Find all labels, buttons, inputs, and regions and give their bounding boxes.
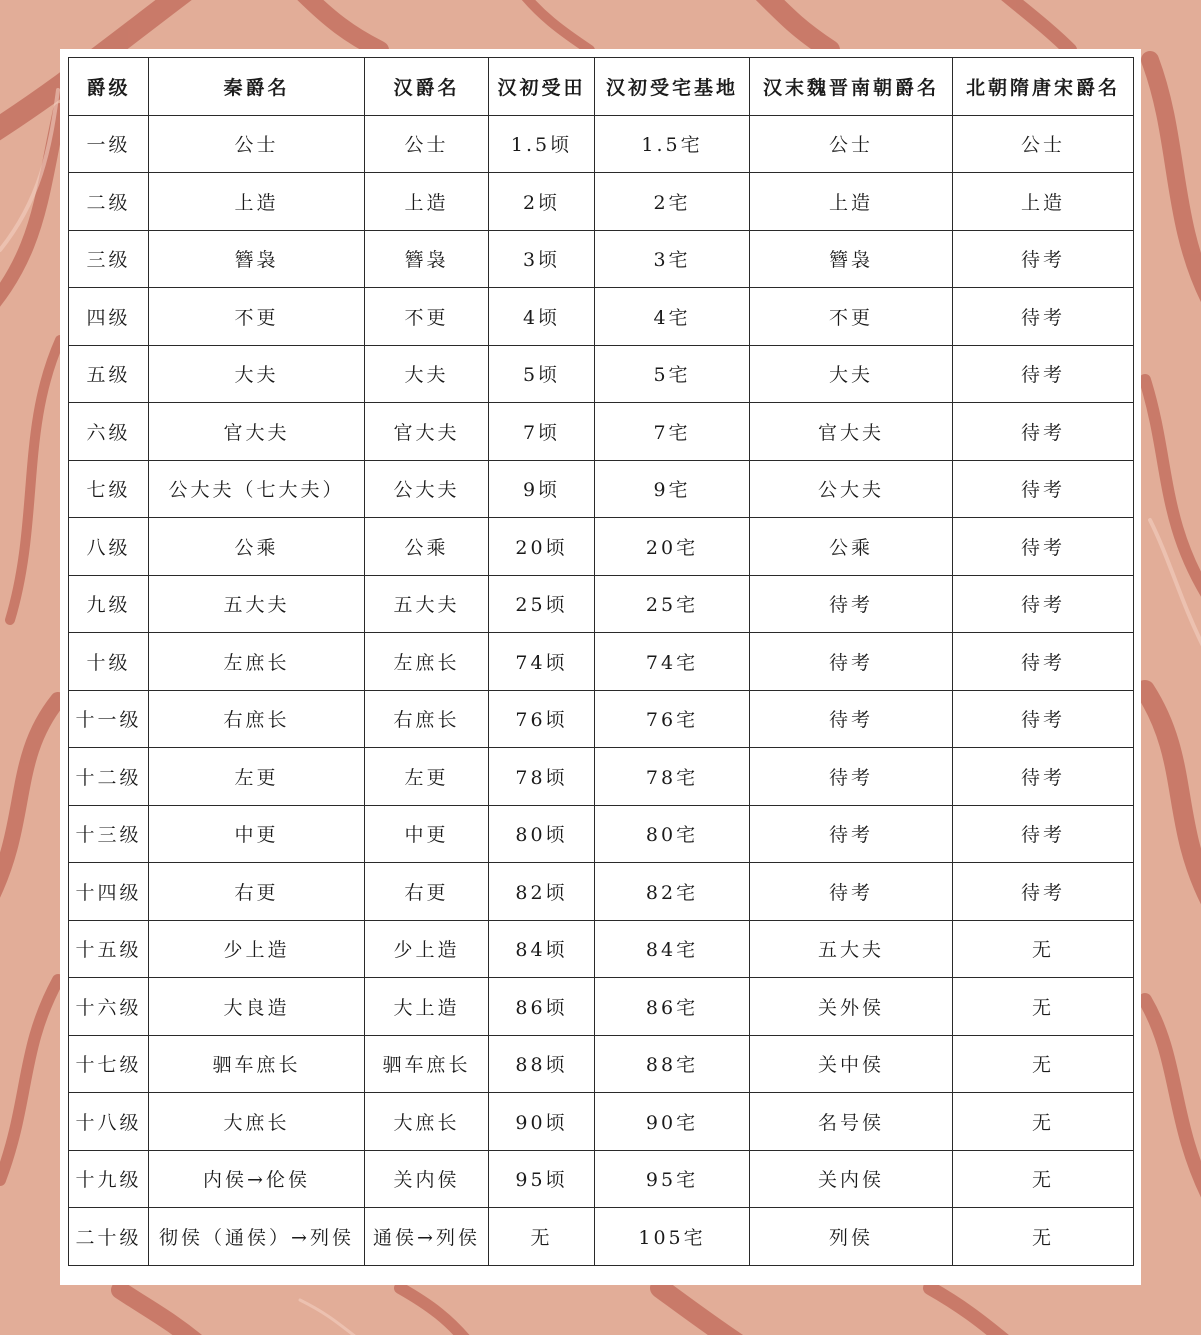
qin-name-cell: 中更 — [149, 805, 365, 863]
rank-cell: 九级 — [69, 575, 149, 633]
rank-cell: 十七级 — [69, 1035, 149, 1093]
table-row — [69, 518, 1134, 576]
han-land-cell: 80顷 — [489, 805, 595, 863]
han-homestead-cell: 9宅 — [595, 460, 750, 518]
han-land-cell: 3顷 — [489, 230, 595, 288]
han-homestead-cell: 80宅 — [595, 805, 750, 863]
han-name-cell: 簪袅 — [365, 230, 489, 288]
han-name-cell: 少上造 — [365, 920, 489, 978]
northern-dynasty-name-cell: 待考 — [953, 863, 1134, 921]
han-land-cell: 95顷 — [489, 1150, 595, 1208]
table-row — [69, 115, 1134, 173]
northern-dynasty-name-cell: 待考 — [953, 633, 1134, 691]
han-name-cell: 公乘 — [365, 518, 489, 576]
han-homestead-cell: 25宅 — [595, 575, 750, 633]
qin-name-cell: 五大夫 — [149, 575, 365, 633]
qin-name-cell: 大庶长 — [149, 1093, 365, 1151]
han-land-cell: 84顷 — [489, 920, 595, 978]
late-han-name-cell: 关中侯 — [750, 1035, 953, 1093]
han-name-cell: 上造 — [365, 173, 489, 231]
late-han-name-cell: 待考 — [750, 863, 953, 921]
han-name-cell: 左更 — [365, 748, 489, 806]
table-row — [69, 1093, 1134, 1151]
rank-cell: 八级 — [69, 518, 149, 576]
northern-dynasty-name-cell: 待考 — [953, 690, 1134, 748]
late-han-name-cell: 列侯 — [750, 1208, 953, 1266]
han-homestead-cell: 84宅 — [595, 920, 750, 978]
han-name-cell: 不更 — [365, 288, 489, 346]
han-name-cell: 公大夫 — [365, 460, 489, 518]
rank-cell: 十四级 — [69, 863, 149, 921]
han-land-header: 汉初受田 — [489, 58, 595, 116]
han-homestead-cell: 76宅 — [595, 690, 750, 748]
rank-cell: 十一级 — [69, 690, 149, 748]
han-land-cell: 9顷 — [489, 460, 595, 518]
rank-cell: 十三级 — [69, 805, 149, 863]
late-han-name-cell: 关内侯 — [750, 1150, 953, 1208]
han-name-cell: 关内侯 — [365, 1150, 489, 1208]
northern-dynasty-name-cell: 待考 — [953, 748, 1134, 806]
han-homestead-cell: 2宅 — [595, 173, 750, 231]
qin-name-cell: 公乘 — [149, 518, 365, 576]
header-row — [69, 58, 1134, 116]
late-han-name-cell: 公乘 — [750, 518, 953, 576]
northern-dynasty-name-cell: 上造 — [953, 173, 1134, 231]
qin-name-cell: 不更 — [149, 288, 365, 346]
qin-name-cell: 彻侯（通侯）→列侯 — [149, 1208, 365, 1266]
northern-dynasty-name-cell: 待考 — [953, 575, 1134, 633]
late-han-name-cell: 待考 — [750, 575, 953, 633]
han-homestead-cell: 20宅 — [595, 518, 750, 576]
table-row — [69, 460, 1134, 518]
qin-name-cell: 公大夫（七大夫） — [149, 460, 365, 518]
northern-dynasty-name-cell: 无 — [953, 1150, 1134, 1208]
table-row — [69, 1208, 1134, 1266]
table-row — [69, 1150, 1134, 1208]
northern-dynasty-name-cell: 待考 — [953, 518, 1134, 576]
han-homestead-cell: 78宅 — [595, 748, 750, 806]
han-land-cell: 86顷 — [489, 978, 595, 1036]
han-land-cell: 20顷 — [489, 518, 595, 576]
han-name-header: 汉爵名 — [365, 58, 489, 116]
table-row — [69, 1035, 1134, 1093]
late-han-name-cell: 五大夫 — [750, 920, 953, 978]
northern-dynasty-name-cell: 无 — [953, 920, 1134, 978]
han-name-cell: 大上造 — [365, 978, 489, 1036]
qin-name-cell: 少上造 — [149, 920, 365, 978]
late-han-name-cell: 公士 — [750, 115, 953, 173]
late-han-name-cell: 名号侯 — [750, 1093, 953, 1151]
han-name-cell: 官大夫 — [365, 403, 489, 461]
northern-dynasty-name-cell: 待考 — [953, 460, 1134, 518]
han-name-cell: 通侯→列侯 — [365, 1208, 489, 1266]
northern-dynasty-name-cell: 公士 — [953, 115, 1134, 173]
northern-dynasty-name-cell: 无 — [953, 1035, 1134, 1093]
rank-cell: 十级 — [69, 633, 149, 691]
han-name-cell: 五大夫 — [365, 575, 489, 633]
late-han-name-cell: 簪袅 — [750, 230, 953, 288]
rank-cell: 十九级 — [69, 1150, 149, 1208]
rank-cell: 二十级 — [69, 1208, 149, 1266]
northern-dynasty-name-header: 北朝隋唐宋爵名 — [953, 58, 1134, 116]
han-homestead-cell: 7宅 — [595, 403, 750, 461]
table-row — [69, 920, 1134, 978]
late-han-name-cell: 官大夫 — [750, 403, 953, 461]
han-land-cell: 2顷 — [489, 173, 595, 231]
qin-name-header: 秦爵名 — [149, 58, 365, 116]
han-name-cell: 大庶长 — [365, 1093, 489, 1151]
qin-name-cell: 官大夫 — [149, 403, 365, 461]
han-land-cell: 7顷 — [489, 403, 595, 461]
rank-cell: 一级 — [69, 115, 149, 173]
northern-dynasty-name-cell: 待考 — [953, 403, 1134, 461]
qin-name-cell: 左庶长 — [149, 633, 365, 691]
qin-name-cell: 簪袅 — [149, 230, 365, 288]
han-land-cell: 90顷 — [489, 1093, 595, 1151]
table-body — [69, 115, 1134, 1265]
late-han-name-cell: 待考 — [750, 748, 953, 806]
qin-name-cell: 内侯→伦侯 — [149, 1150, 365, 1208]
table-row — [69, 288, 1134, 346]
han-homestead-cell: 1.5宅 — [595, 115, 750, 173]
han-land-cell: 78顷 — [489, 748, 595, 806]
northern-dynasty-name-cell: 无 — [953, 978, 1134, 1036]
han-land-cell: 82顷 — [489, 863, 595, 921]
han-name-cell: 右庶长 — [365, 690, 489, 748]
han-land-cell: 25顷 — [489, 575, 595, 633]
late-han-name-cell: 大夫 — [750, 345, 953, 403]
table-row — [69, 748, 1134, 806]
northern-dynasty-name-cell: 待考 — [953, 805, 1134, 863]
late-han-name-cell: 公大夫 — [750, 460, 953, 518]
rank-cell: 六级 — [69, 403, 149, 461]
northern-dynasty-name-cell: 待考 — [953, 345, 1134, 403]
late-han-name-cell: 待考 — [750, 805, 953, 863]
table-row — [69, 690, 1134, 748]
late-han-name-cell: 待考 — [750, 633, 953, 691]
han-homestead-cell: 90宅 — [595, 1093, 750, 1151]
late-han-name-cell: 关外侯 — [750, 978, 953, 1036]
han-homestead-cell: 86宅 — [595, 978, 750, 1036]
table-row — [69, 805, 1134, 863]
qin-name-cell: 公士 — [149, 115, 365, 173]
rank-cell: 二级 — [69, 173, 149, 231]
han-land-cell: 4顷 — [489, 288, 595, 346]
qin-name-cell: 上造 — [149, 173, 365, 231]
han-homestead-cell: 82宅 — [595, 863, 750, 921]
rank-cell: 十五级 — [69, 920, 149, 978]
table-row — [69, 403, 1134, 461]
table-row — [69, 978, 1134, 1036]
late-han-name-cell: 待考 — [750, 690, 953, 748]
qin-name-cell: 大夫 — [149, 345, 365, 403]
table-row — [69, 633, 1134, 691]
han-land-cell: 5顷 — [489, 345, 595, 403]
han-name-cell: 大夫 — [365, 345, 489, 403]
han-land-cell: 无 — [489, 1208, 595, 1266]
table-row — [69, 345, 1134, 403]
qin-name-cell: 驷车庶长 — [149, 1035, 365, 1093]
qin-name-cell: 右庶长 — [149, 690, 365, 748]
table-row — [69, 230, 1134, 288]
rank-cell: 七级 — [69, 460, 149, 518]
han-homestead-cell: 88宅 — [595, 1035, 750, 1093]
han-name-cell: 右更 — [365, 863, 489, 921]
rank-table — [68, 57, 1134, 1266]
han-homestead-cell: 74宅 — [595, 633, 750, 691]
han-land-cell: 76顷 — [489, 690, 595, 748]
rank-cell: 十六级 — [69, 978, 149, 1036]
qin-name-cell: 大良造 — [149, 978, 365, 1036]
rank-cell: 十八级 — [69, 1093, 149, 1151]
northern-dynasty-name-cell: 待考 — [953, 288, 1134, 346]
qin-name-cell: 右更 — [149, 863, 365, 921]
late-han-name-cell: 上造 — [750, 173, 953, 231]
qin-name-cell: 左更 — [149, 748, 365, 806]
table-row — [69, 173, 1134, 231]
han-homestead-cell: 95宅 — [595, 1150, 750, 1208]
northern-dynasty-name-cell: 无 — [953, 1093, 1134, 1151]
late-han-name-cell: 不更 — [750, 288, 953, 346]
han-name-cell: 驷车庶长 — [365, 1035, 489, 1093]
han-homestead-header: 汉初受宅基地 — [595, 58, 750, 116]
late-han-name-header: 汉末魏晋南朝爵名 — [750, 58, 953, 116]
han-homestead-cell: 4宅 — [595, 288, 750, 346]
han-homestead-cell: 5宅 — [595, 345, 750, 403]
han-homestead-cell: 105宅 — [595, 1208, 750, 1266]
rank-cell: 三级 — [69, 230, 149, 288]
table-card — [60, 49, 1141, 1285]
rank-cell: 十二级 — [69, 748, 149, 806]
northern-dynasty-name-cell: 待考 — [953, 230, 1134, 288]
han-name-cell: 中更 — [365, 805, 489, 863]
rank-cell: 四级 — [69, 288, 149, 346]
northern-dynasty-name-cell: 无 — [953, 1208, 1134, 1266]
table-row — [69, 863, 1134, 921]
table-row — [69, 575, 1134, 633]
rank-cell: 五级 — [69, 345, 149, 403]
han-land-cell: 88顷 — [489, 1035, 595, 1093]
rank-header: 爵级 — [69, 58, 149, 116]
han-land-cell: 1.5顷 — [489, 115, 595, 173]
han-name-cell: 左庶长 — [365, 633, 489, 691]
han-homestead-cell: 3宅 — [595, 230, 750, 288]
han-land-cell: 74顷 — [489, 633, 595, 691]
han-name-cell: 公士 — [365, 115, 489, 173]
